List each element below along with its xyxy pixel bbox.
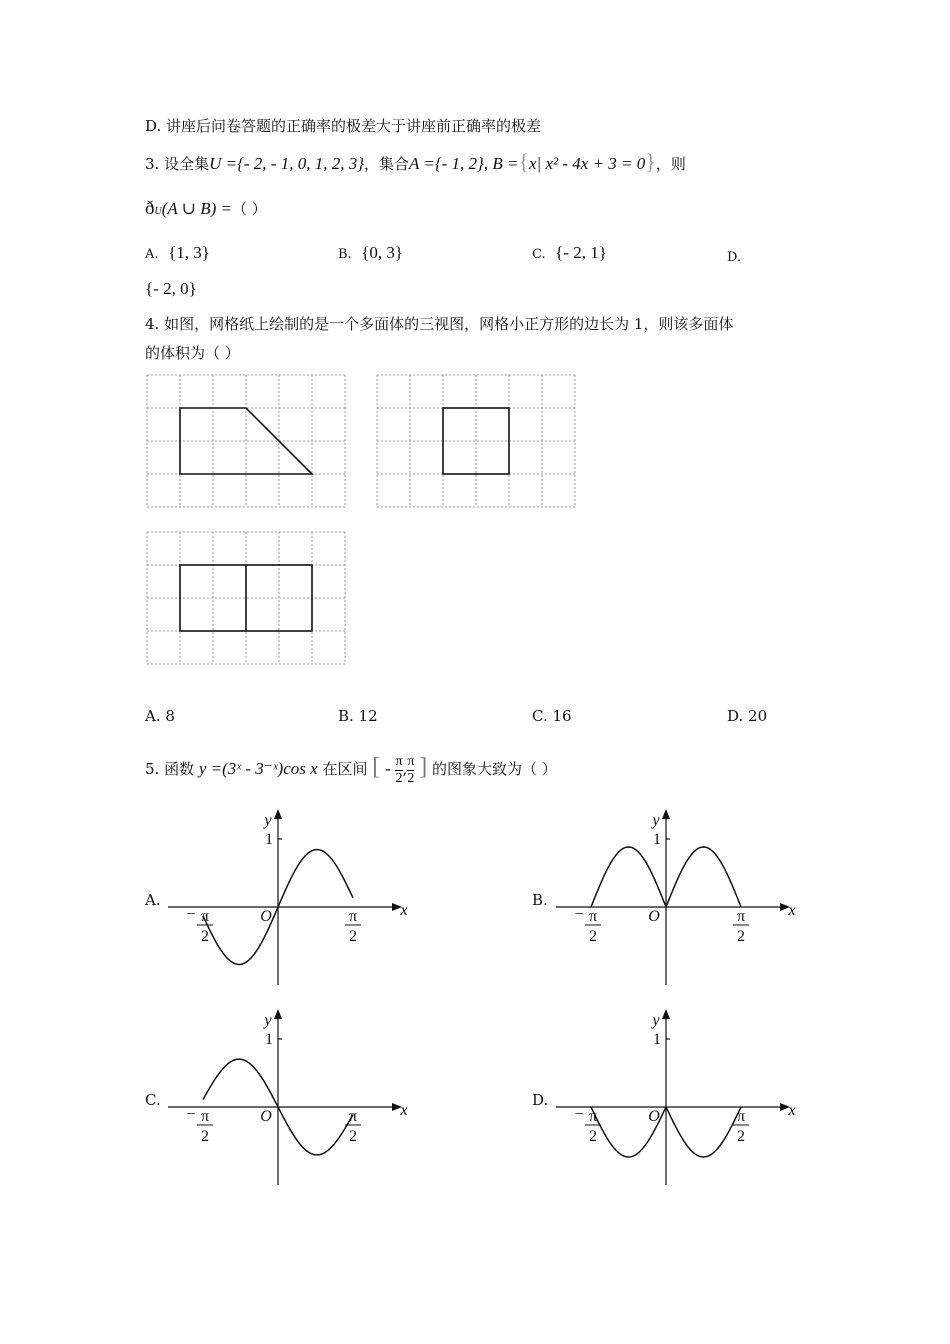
y-axis-label: y (652, 1012, 660, 1029)
neg-pi-half-sign: − (186, 1106, 196, 1123)
q4-option-a[interactable]: A. 8 (145, 707, 175, 725)
pi-half-numerator: π (348, 908, 358, 925)
origin-label: O (648, 908, 660, 925)
neg-pi-half-denominator: 2 (589, 1128, 597, 1145)
origin-label: O (648, 1108, 660, 1125)
x-axis-label: x (400, 902, 408, 919)
pi-half-denominator: 2 (737, 1128, 745, 1145)
q3-sub: U (154, 206, 162, 217)
q2-option-d: D. 讲座后问卷答题的正确率的极差大于讲座前正确率的极差 (145, 117, 542, 135)
neg-pi-half-denominator: 2 (201, 1128, 209, 1145)
q5-function: y =(3ˣ - 3⁻ˣ)cos x (198, 759, 318, 778)
y-tick-label-1: 1 (653, 831, 661, 848)
neg-pi-half-numerator: π (588, 908, 598, 925)
q3-option-b[interactable]: B. {0, 3} (338, 243, 404, 262)
pi-half-denominator: 2 (737, 928, 745, 945)
q3-b-set: x| x² - 4x + 3 = 0 (529, 154, 646, 173)
q5-prefix: 5. 函数 (145, 760, 195, 778)
origin-label: O (260, 908, 272, 925)
neg-pi-half-numerator: π (200, 1108, 210, 1125)
q4-option-c[interactable]: C. 16 (532, 707, 572, 725)
side-view (377, 375, 577, 508)
pi-half-numerator: π (736, 1108, 746, 1125)
q3-stem: 3. 设全集U ={- 2, - 1, 0, 1, 2, 3}，集合A ={- 1, 2}, B ={x| x² - 4x + 3 = 0}，则 (145, 149, 686, 174)
q4-option-b[interactable]: B. 12 (338, 707, 378, 725)
y-tick-label-1: 1 (265, 831, 273, 848)
q3-option-a[interactable]: A. {1, 3} (145, 243, 210, 262)
q3-option-d-value: {- 2, 0} (145, 279, 197, 298)
pi-half-numerator: π (736, 908, 746, 925)
y-axis-arrow-icon (662, 1009, 670, 1019)
q5-graph-a[interactable] (160, 805, 410, 995)
q3-complement: ð (145, 198, 155, 219)
q5-graph-b[interactable] (548, 805, 798, 995)
y-axis-label: y (264, 812, 272, 829)
q4-line2: 的体积为（ ） (145, 344, 240, 362)
q5-suffix: 的图象大致为（ ） (431, 760, 557, 778)
neg-pi-half-sign: − (574, 906, 584, 923)
side-view-grid (377, 375, 575, 507)
q3-paren: （ ） (231, 200, 267, 218)
q3-expr: (A ∪ B) = (161, 199, 232, 218)
q5-graph-c-label[interactable]: C. (145, 1091, 161, 1109)
neg-pi-half-sign: − (186, 906, 196, 923)
q4-option-d[interactable]: D. 20 (727, 707, 768, 725)
q5-graph-b-label[interactable]: B. (532, 891, 548, 909)
x-axis-label: x (400, 1102, 408, 1119)
y-axis-label: y (652, 812, 660, 829)
y-axis-arrow-icon (662, 809, 670, 819)
x-axis-label: x (788, 902, 796, 919)
q5-graph-a-label[interactable]: A. (145, 891, 161, 909)
q3-expression (145, 199, 267, 222)
y-tick-label-1: 1 (265, 1031, 273, 1048)
y-axis-label: y (264, 1012, 272, 1029)
q3-option-d[interactable]: D. (727, 250, 742, 265)
q5-mid: 在区间 (322, 760, 368, 778)
q3-u-def: U ={- 2, - 1, 0, 1, 2, 3} (209, 154, 365, 173)
front-view (147, 375, 347, 508)
q3-mid: ，集合 (364, 155, 410, 173)
front-view-grid (147, 375, 345, 507)
y-axis-arrow-icon (274, 809, 282, 819)
pi-half-denominator: 2 (349, 1128, 357, 1145)
q5-stem: 5. 函数 y =(3ˣ - 3⁻ˣ)cos x 在区间 [ - $\frac{\pi}{2}$ , $\frac{\pi}{2}$ ] 的图象大致为（ ） (145, 753, 557, 786)
q4-line1: 4. 如图，网格纸上绘制的是一个多面体的三视图，网格小正方形的边长为 1，则该多面体 (145, 315, 734, 333)
neg-pi-half-numerator: π (588, 1108, 598, 1125)
q5-graph-d[interactable] (548, 1005, 798, 1195)
y-tick-label-1: 1 (653, 1031, 661, 1048)
origin-label: O (260, 1108, 272, 1125)
x-axis-label: x (788, 1102, 796, 1119)
neg-pi-half-sign: − (574, 1106, 584, 1123)
q5-graph-c[interactable] (160, 1005, 410, 1195)
q3-option-c[interactable]: C. {- 2, 1} (532, 243, 607, 262)
pi-half-numerator: π (348, 1108, 358, 1125)
q3-a-def: A ={- 1, 2}, B = (409, 154, 519, 173)
top-view (147, 532, 347, 665)
neg-pi-half-denominator: 2 (589, 928, 597, 945)
q3-prefix: 3. 设全集 (145, 155, 210, 173)
q5-interval-right: $\frac{\pi}{2}$ (407, 753, 415, 786)
q5-interval-left: $\frac{\pi}{2}$ (395, 753, 403, 786)
pi-half-denominator: 2 (349, 928, 357, 945)
q5-graph-d-label[interactable]: D. (532, 1091, 549, 1109)
y-axis-arrow-icon (274, 1009, 282, 1019)
neg-pi-half-numerator: π (200, 908, 210, 925)
q3-suffix: ，则 (655, 155, 686, 173)
neg-pi-half-denominator: 2 (201, 928, 209, 945)
